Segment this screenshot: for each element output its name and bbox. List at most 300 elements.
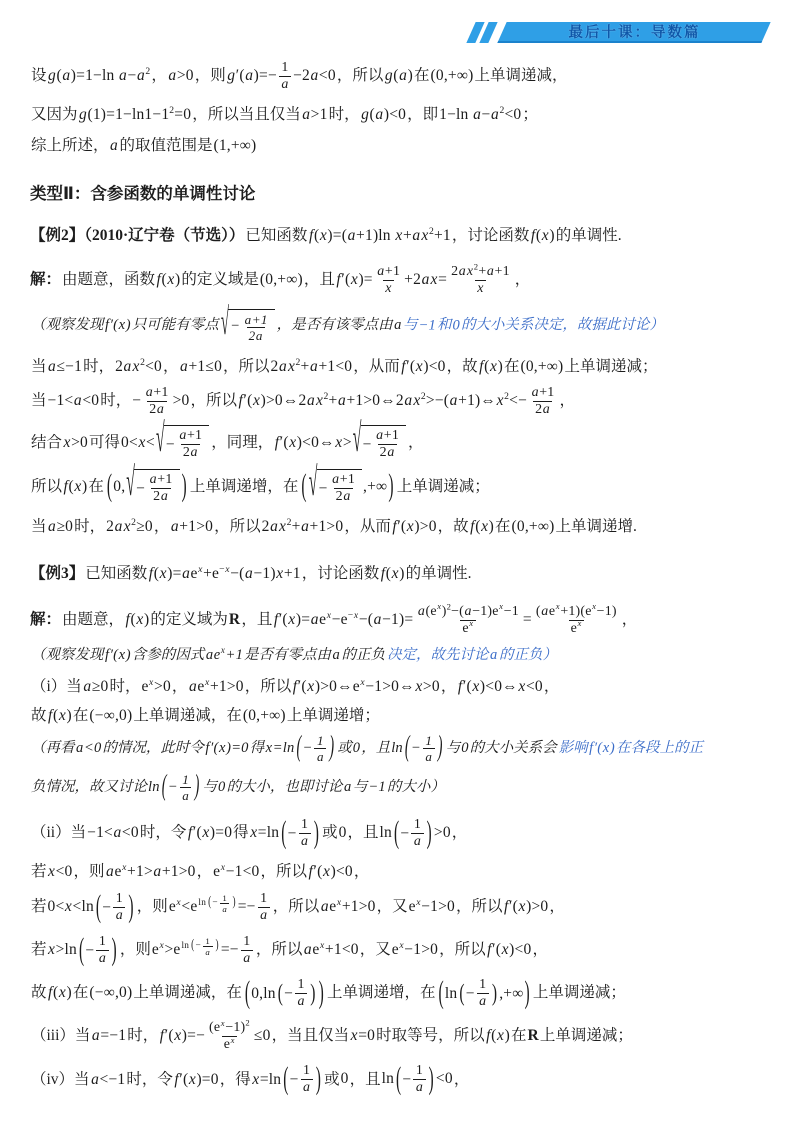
line-ex3-solution-start — [30, 600, 768, 637]
fraction: $\frac{1}{a}$ — [203, 936, 213, 957]
math-run: >0 — [172, 391, 190, 409]
math-run: 0, — [113, 478, 126, 496]
math-run: $e^x>$ — [151, 940, 174, 959]
text-run: （ii）当 — [31, 823, 87, 841]
math-run: g′(a)=− — [227, 67, 277, 85]
text-run: 负情况，故又讨论 — [31, 778, 147, 795]
radical-symbol: √ — [308, 462, 318, 506]
math-run: 0 — [340, 1070, 349, 1088]
text-run: ，所以 — [439, 941, 486, 959]
math-run: g(a)=1−ln $a-a^2$ — [48, 65, 151, 85]
math-run: ln — [181, 940, 190, 951]
math-run: −1 — [418, 316, 436, 333]
paren-group — [161, 769, 201, 803]
math-run: − — [102, 899, 112, 917]
text-run: 与 — [445, 739, 461, 756]
math-run: $ae^x+1>0$ — [320, 897, 376, 916]
open-paren: ( — [244, 976, 251, 1012]
line-combine-x-positive — [30, 418, 768, 462]
open-paren: ( — [208, 894, 212, 910]
math-run: f(x) — [486, 1027, 510, 1045]
radical-symbol: √ — [220, 302, 230, 344]
line-case-iv — [30, 1063, 768, 1096]
text-run: ， — [153, 518, 170, 536]
math-run: f′(x)=0 — [205, 739, 249, 756]
text-run: ， — [151, 67, 167, 85]
fraction: $\frac{a+1}{x}$ — [377, 263, 401, 296]
text-run: ，讨论函数 — [451, 227, 530, 245]
text-run: 设 — [31, 67, 47, 85]
math-run: f′(x)<0⇔x> — [274, 433, 352, 451]
close-paren: ) — [428, 1062, 434, 1098]
math-run: f′(x) — [105, 646, 131, 663]
math-run: ln — [379, 823, 393, 841]
text-run: 又因为 — [31, 106, 78, 124]
math-run: g(a)<0 — [361, 106, 407, 124]
fraction: $\frac{1}{a}$ — [301, 1063, 313, 1096]
text-run: ， — [196, 862, 213, 880]
math-run: x>ln — [48, 941, 78, 959]
close-paren: ) — [313, 815, 320, 851]
line-case-a-le-neg1 — [30, 355, 768, 378]
math-run: a+1≤0 — [180, 357, 223, 375]
math-run: − — [167, 778, 178, 795]
math-run: f(x) — [156, 270, 181, 288]
math-run: − — [287, 824, 297, 842]
line-note-a-negative-1 — [30, 730, 768, 764]
math-run: =− — [220, 941, 239, 959]
open-paren: ( — [394, 815, 400, 851]
open-paren: ( — [191, 938, 195, 953]
fraction: $\frac{1}{a}$ — [477, 977, 489, 1010]
open-paren: ( — [396, 1062, 402, 1098]
paren-group — [190, 936, 220, 957]
math-run: $f(x)=ae^x+e^{-x}-(a-1)x+1$ — [148, 564, 301, 583]
text-run: 当 — [31, 357, 47, 375]
banner-title: 最后十课：导数篇 — [568, 25, 701, 41]
line-ii-x-neg — [30, 860, 768, 883]
math-run: − — [362, 435, 372, 453]
radical — [308, 462, 362, 506]
text-run: 若 — [31, 898, 47, 916]
text-run: （观察发现 — [31, 646, 104, 663]
radical-body — [361, 425, 406, 461]
math-run: (0,+∞) — [430, 67, 474, 85]
math-run: − — [410, 739, 421, 756]
text-run: 决定，故先讨论 — [387, 646, 489, 663]
line-example2 — [30, 224, 768, 247]
text-run: ，从而 — [353, 357, 400, 375]
paren-group — [280, 817, 320, 850]
close-paren: ) — [491, 980, 498, 1007]
fraction: $\frac{1}{a}$ — [411, 817, 423, 850]
close-paren: ) — [437, 730, 443, 763]
math-run: −1<a<0 — [47, 391, 100, 409]
radical-body — [164, 425, 209, 461]
paren-group — [295, 730, 335, 764]
text-run: ， — [543, 678, 560, 696]
math-run: R — [228, 610, 241, 628]
math-run: f(x) — [125, 610, 150, 628]
math-run: a≥0 — [48, 518, 74, 536]
math-run: (0,+∞) — [511, 518, 555, 536]
math-run: − — [302, 739, 313, 756]
math-run: ,+∞ — [499, 985, 524, 1003]
close-paren: ) — [329, 730, 335, 763]
text-run: ，又 — [359, 941, 391, 959]
text-run: 上单调递减； — [564, 357, 658, 375]
math-run: f(x) — [470, 518, 495, 536]
math-run: x=ln — [265, 739, 295, 756]
text-run: ，且 — [347, 823, 379, 841]
close-paren: ) — [111, 933, 117, 968]
exp-base: e — [190, 898, 198, 916]
bold-text-run: 解： — [30, 270, 62, 288]
math-run: f(x) — [48, 984, 72, 1002]
math-run: −2a<0 — [293, 67, 336, 85]
close-paren: ) — [426, 815, 432, 851]
math-run: (−∞,0) — [89, 706, 133, 724]
text-run: 结合 — [31, 433, 63, 451]
fraction: $\frac{1}{a}$ — [295, 977, 307, 1010]
superscript-box — [198, 893, 237, 914]
text-run: ，所以 — [255, 941, 303, 959]
math-run: −1<a<0 — [87, 823, 139, 841]
math-run: a — [110, 137, 118, 155]
text-run: ，且 — [241, 610, 273, 628]
line-case-neg1-a-0 — [30, 385, 768, 418]
close-paren: ) — [388, 469, 394, 505]
text-run: 的大小关系会 — [469, 739, 557, 756]
math-run: f′(x)<0 — [401, 357, 446, 375]
text-run: ，所以 — [190, 391, 238, 409]
text-run: 上单调递增，在 — [189, 477, 299, 495]
math-run: x<0 — [48, 862, 73, 880]
math-run: − — [289, 1071, 299, 1089]
exp-base: e — [173, 941, 181, 959]
text-run: ，所以 — [244, 678, 292, 696]
text-run: 得 — [233, 823, 249, 841]
text-run: ， — [514, 270, 531, 288]
math-run: f′(x)<0 — [308, 862, 353, 880]
math-run: 0 — [338, 823, 347, 841]
line-ex2-monotonic-intervals — [30, 462, 768, 506]
text-run: 由题意，函数 — [62, 270, 156, 288]
math-run: a≥0 — [83, 678, 109, 696]
text-run: 在 — [72, 984, 89, 1002]
close-paren: ) — [310, 980, 316, 1007]
banner-bar — [497, 22, 770, 43]
radical-body — [228, 309, 274, 343]
radical-body — [134, 469, 179, 505]
radical — [126, 462, 179, 506]
math-run: 0 — [461, 739, 469, 756]
math-run: ≤0 — [253, 1027, 271, 1045]
math-run: $2ax^2<0$ — [115, 356, 162, 375]
line-g-derivative — [30, 60, 768, 93]
math-run: x=ln — [250, 823, 280, 841]
line-example3 — [30, 562, 768, 585]
paren-group — [244, 977, 325, 1010]
text-run: 含参的因式 — [131, 646, 205, 663]
text-run: 的情况，此时令 — [102, 739, 204, 756]
paren-group — [300, 462, 394, 506]
math-run: − — [212, 897, 218, 908]
text-run: 可得 — [89, 433, 121, 451]
text-run: 综上所述， — [31, 137, 109, 155]
math-run: $ae^x+1<0$ — [303, 940, 359, 959]
math-run: $e^x-1>0$ — [391, 940, 439, 959]
text-run: 若 — [31, 862, 47, 880]
radical — [155, 418, 209, 462]
line-ii-x-mid — [30, 891, 768, 924]
text-run: （再看 — [31, 739, 75, 756]
math-run: − — [400, 824, 410, 842]
math-run: x=ln — [252, 1070, 282, 1088]
text-run: 的单调性. — [555, 227, 622, 245]
text-run: 时， — [74, 518, 106, 536]
math-run: f(x) — [530, 227, 555, 245]
fraction: $\frac{1}{a}$ — [258, 891, 270, 924]
text-run: 只可能有零点 — [131, 316, 219, 333]
text-run: 当 — [31, 391, 47, 409]
text-run: ，所以 — [214, 518, 261, 536]
chapter-banner — [471, 22, 766, 43]
text-run: 的大小，也即讨论 — [226, 778, 343, 795]
math-run: f′(x)= — [336, 270, 373, 288]
fraction: $\frac{1}{a}$ — [299, 817, 311, 850]
math-run: − — [465, 985, 475, 1003]
close-paren: ) — [181, 469, 187, 505]
text-run: 时， — [109, 678, 141, 696]
fraction: $\frac{a+1}{2a}$ — [332, 472, 356, 505]
text-run: ，则 — [194, 67, 226, 85]
math-run: 0,ln — [251, 985, 276, 1003]
text-run: 上单调递减； — [396, 477, 490, 495]
text-run: ， — [559, 391, 575, 409]
math-run: <0 — [435, 1070, 453, 1088]
text-run: 故 — [31, 984, 47, 1002]
math-run: f′(x)<0⇔x<0 — [457, 678, 543, 696]
text-run: （iii）当 — [31, 1027, 91, 1045]
exp-with-superscript — [190, 893, 237, 920]
text-run: 由题意， — [62, 610, 125, 628]
radical-body — [317, 469, 362, 505]
math-run: (0,+∞) — [520, 357, 564, 375]
paren-group — [78, 934, 118, 967]
open-paren: ( — [277, 980, 284, 1007]
text-run: 的大小） — [386, 778, 445, 795]
math-run: $f'(x)>0\Leftrightarrow e^x-1>0\Leftrightarrow x>0$ — [292, 677, 440, 696]
text-run: 或 — [324, 1070, 340, 1088]
math-run: g(a) — [384, 67, 413, 85]
math-run: (1,+∞) — [213, 137, 257, 155]
math-run: f′(x)<0 — [487, 941, 532, 959]
paren-group — [207, 893, 237, 914]
text-run: ，故 — [437, 518, 469, 536]
text-run: ， — [532, 941, 548, 959]
line-ex2-solution-start — [30, 260, 768, 297]
fraction: $\frac{a+1}{2a}$ — [376, 427, 400, 460]
math-run: ln — [148, 778, 160, 795]
line-case-i — [30, 675, 768, 698]
math-run: ,+∞ — [363, 478, 388, 496]
text-run: 时，令 — [139, 823, 187, 841]
close-paren: ) — [215, 938, 219, 953]
math-run: − — [318, 479, 328, 497]
text-run: ，即 — [407, 106, 439, 124]
text-run: ，所以 — [456, 898, 503, 916]
math-run: $f'(x)=ae^x-e^{-x}-(a-1)=$ — [273, 609, 414, 628]
math-run: $2ax^2+a+1<0$ — [270, 356, 353, 375]
paren-group — [277, 977, 317, 1010]
math-run: x=0 — [350, 1027, 376, 1045]
math-run: − — [85, 942, 95, 960]
math-run: R — [527, 1027, 539, 1045]
math-run: +2ax= — [404, 270, 448, 288]
math-run: 0<x< — [121, 433, 155, 451]
bold-text-run: 【例2】（2010·辽宁卷（节选）） — [30, 227, 245, 245]
math-run: 0 — [452, 316, 460, 333]
open-paren: ( — [95, 890, 102, 925]
text-run: 与 — [202, 778, 217, 795]
math-run: a — [394, 316, 402, 333]
text-run: （iv）当 — [31, 1070, 90, 1088]
math-run: − — [284, 985, 294, 1003]
line-case-ii — [30, 817, 768, 850]
math-run: ln — [198, 897, 207, 908]
text-run: ，且 — [349, 1070, 381, 1088]
math-run: $e^x-1>0$ — [408, 897, 455, 916]
text-run: ， — [171, 678, 188, 696]
line-case-iii — [30, 1017, 768, 1053]
open-paren: ( — [438, 976, 444, 1012]
math-run: (0,+∞) — [242, 706, 286, 724]
open-paren: ( — [296, 730, 302, 763]
paren-group — [393, 817, 433, 850]
fraction: $\frac{1}{a}$ — [413, 1063, 425, 1096]
text-run: ， — [621, 610, 638, 628]
text-run: 或 — [322, 823, 338, 841]
text-run: 在 — [503, 357, 520, 375]
text-run: 的定义域是 — [181, 270, 259, 288]
open-paren: ( — [404, 730, 410, 763]
section-heading-type2 — [30, 182, 768, 207]
text-run: 上单调递减，在 — [133, 706, 242, 724]
line-range-conclusion — [30, 134, 768, 157]
math-run: $g(1)=1-\ln 1-1^2=0$ — [79, 104, 192, 124]
text-run: ，又 — [376, 898, 408, 916]
paren-group — [95, 891, 135, 924]
text-run: 已知函数 — [85, 565, 148, 583]
math-run: f′(x)=− — [159, 1027, 206, 1045]
close-paren: ) — [524, 976, 530, 1012]
text-run: ， — [353, 862, 370, 880]
radical — [220, 302, 275, 344]
paren-group — [282, 1063, 322, 1096]
text-run: 时，令 — [126, 1070, 173, 1088]
text-run: 与 — [403, 316, 418, 333]
fraction: $\frac{1}{a}$ — [180, 772, 192, 803]
math-run: f(x)=(a+1)ln $x+ax^2+1$ — [308, 226, 451, 245]
math-run: $ae^x+1>0$ — [188, 677, 244, 696]
paren-group — [106, 462, 188, 506]
text-run: ，讨论函数 — [301, 565, 380, 583]
text-run: ，则 — [73, 862, 105, 880]
open-paren: ( — [281, 815, 287, 851]
math-run: f′(x)>0 — [504, 898, 549, 916]
text-run: 的正负 — [341, 646, 385, 663]
text-run: 是否有零点由 — [244, 646, 332, 663]
text-run: 与 — [352, 778, 368, 795]
math-run: >0 — [433, 823, 451, 841]
fraction: $\frac{1}{a}$ — [279, 60, 291, 93]
line-g1-zero — [30, 103, 768, 126]
math-run: $e^x<$ — [168, 897, 191, 916]
text-run: 影响 — [558, 739, 588, 756]
math-run: f(x) — [380, 565, 405, 583]
bold-text-run: 【例3】 — [30, 565, 85, 583]
math-run: − — [136, 479, 146, 497]
math-run: a<−1 — [91, 1070, 126, 1088]
open-paren: ( — [301, 469, 307, 505]
text-run: 上单调递增； — [286, 706, 380, 724]
text-run: ， — [451, 823, 468, 841]
close-paren: ) — [315, 1062, 322, 1098]
text-run: 若 — [31, 941, 47, 959]
text-run: 所以 — [31, 477, 63, 495]
math-run: a — [490, 646, 498, 663]
text-run: ，当且仅当 — [271, 1027, 350, 1045]
math-run: (0,+∞) — [259, 270, 303, 288]
text-run: 在 — [510, 1027, 527, 1045]
text-run: 在 — [414, 67, 430, 85]
math-run: ln — [381, 1070, 395, 1088]
close-paren: ) — [232, 894, 236, 910]
text-run: 时取等号，所以 — [376, 1027, 485, 1045]
math-run: $f'(x)>0\Leftrightarrow 2ax^2+a+1>0\Leftrightarrow 2ax^2>-(a+1)\Leftrightarrow x^2<-$ — [238, 390, 528, 409]
math-run: $ae^x+1>a+1>0$ — [106, 861, 196, 880]
text-run: 上单调递增. — [555, 518, 637, 536]
text-run: ，是否有该零点由 — [276, 316, 393, 333]
math-run: a+1>0 — [170, 518, 214, 536]
line-ii-x-big — [30, 934, 768, 967]
text-run: 时， — [100, 391, 132, 409]
text-run: ，同理， — [211, 433, 274, 451]
radical-symbol: √ — [126, 462, 136, 506]
fraction: $\frac{1}{a}$ — [113, 891, 125, 924]
open-paren: ( — [283, 1062, 289, 1098]
math-run: f′(x)=0 — [187, 823, 233, 841]
text-run: ，所以 — [223, 357, 270, 375]
text-run: 上单调递减； — [539, 1027, 633, 1045]
math-run: f′(x) — [105, 316, 131, 333]
text-run: ，故 — [446, 357, 478, 375]
fraction: $\frac{a+1}{2a}$ — [179, 427, 203, 460]
math-run: (−∞,0) — [89, 984, 133, 1002]
text-run: （i）当 — [31, 678, 82, 696]
math-run: ln — [391, 739, 403, 756]
math-run: a>1 — [302, 106, 328, 124]
fraction: $\frac{1}{a}$ — [220, 893, 230, 914]
text-run: 时， — [127, 1027, 159, 1045]
text-run: 在 — [495, 518, 511, 536]
math-run: $e^x-1<0$ — [213, 861, 260, 880]
text-run: ，所以 — [260, 862, 308, 880]
close-paren: ) — [128, 890, 134, 925]
math-run: 0<x<ln — [47, 898, 94, 916]
math-run: − — [195, 940, 201, 951]
